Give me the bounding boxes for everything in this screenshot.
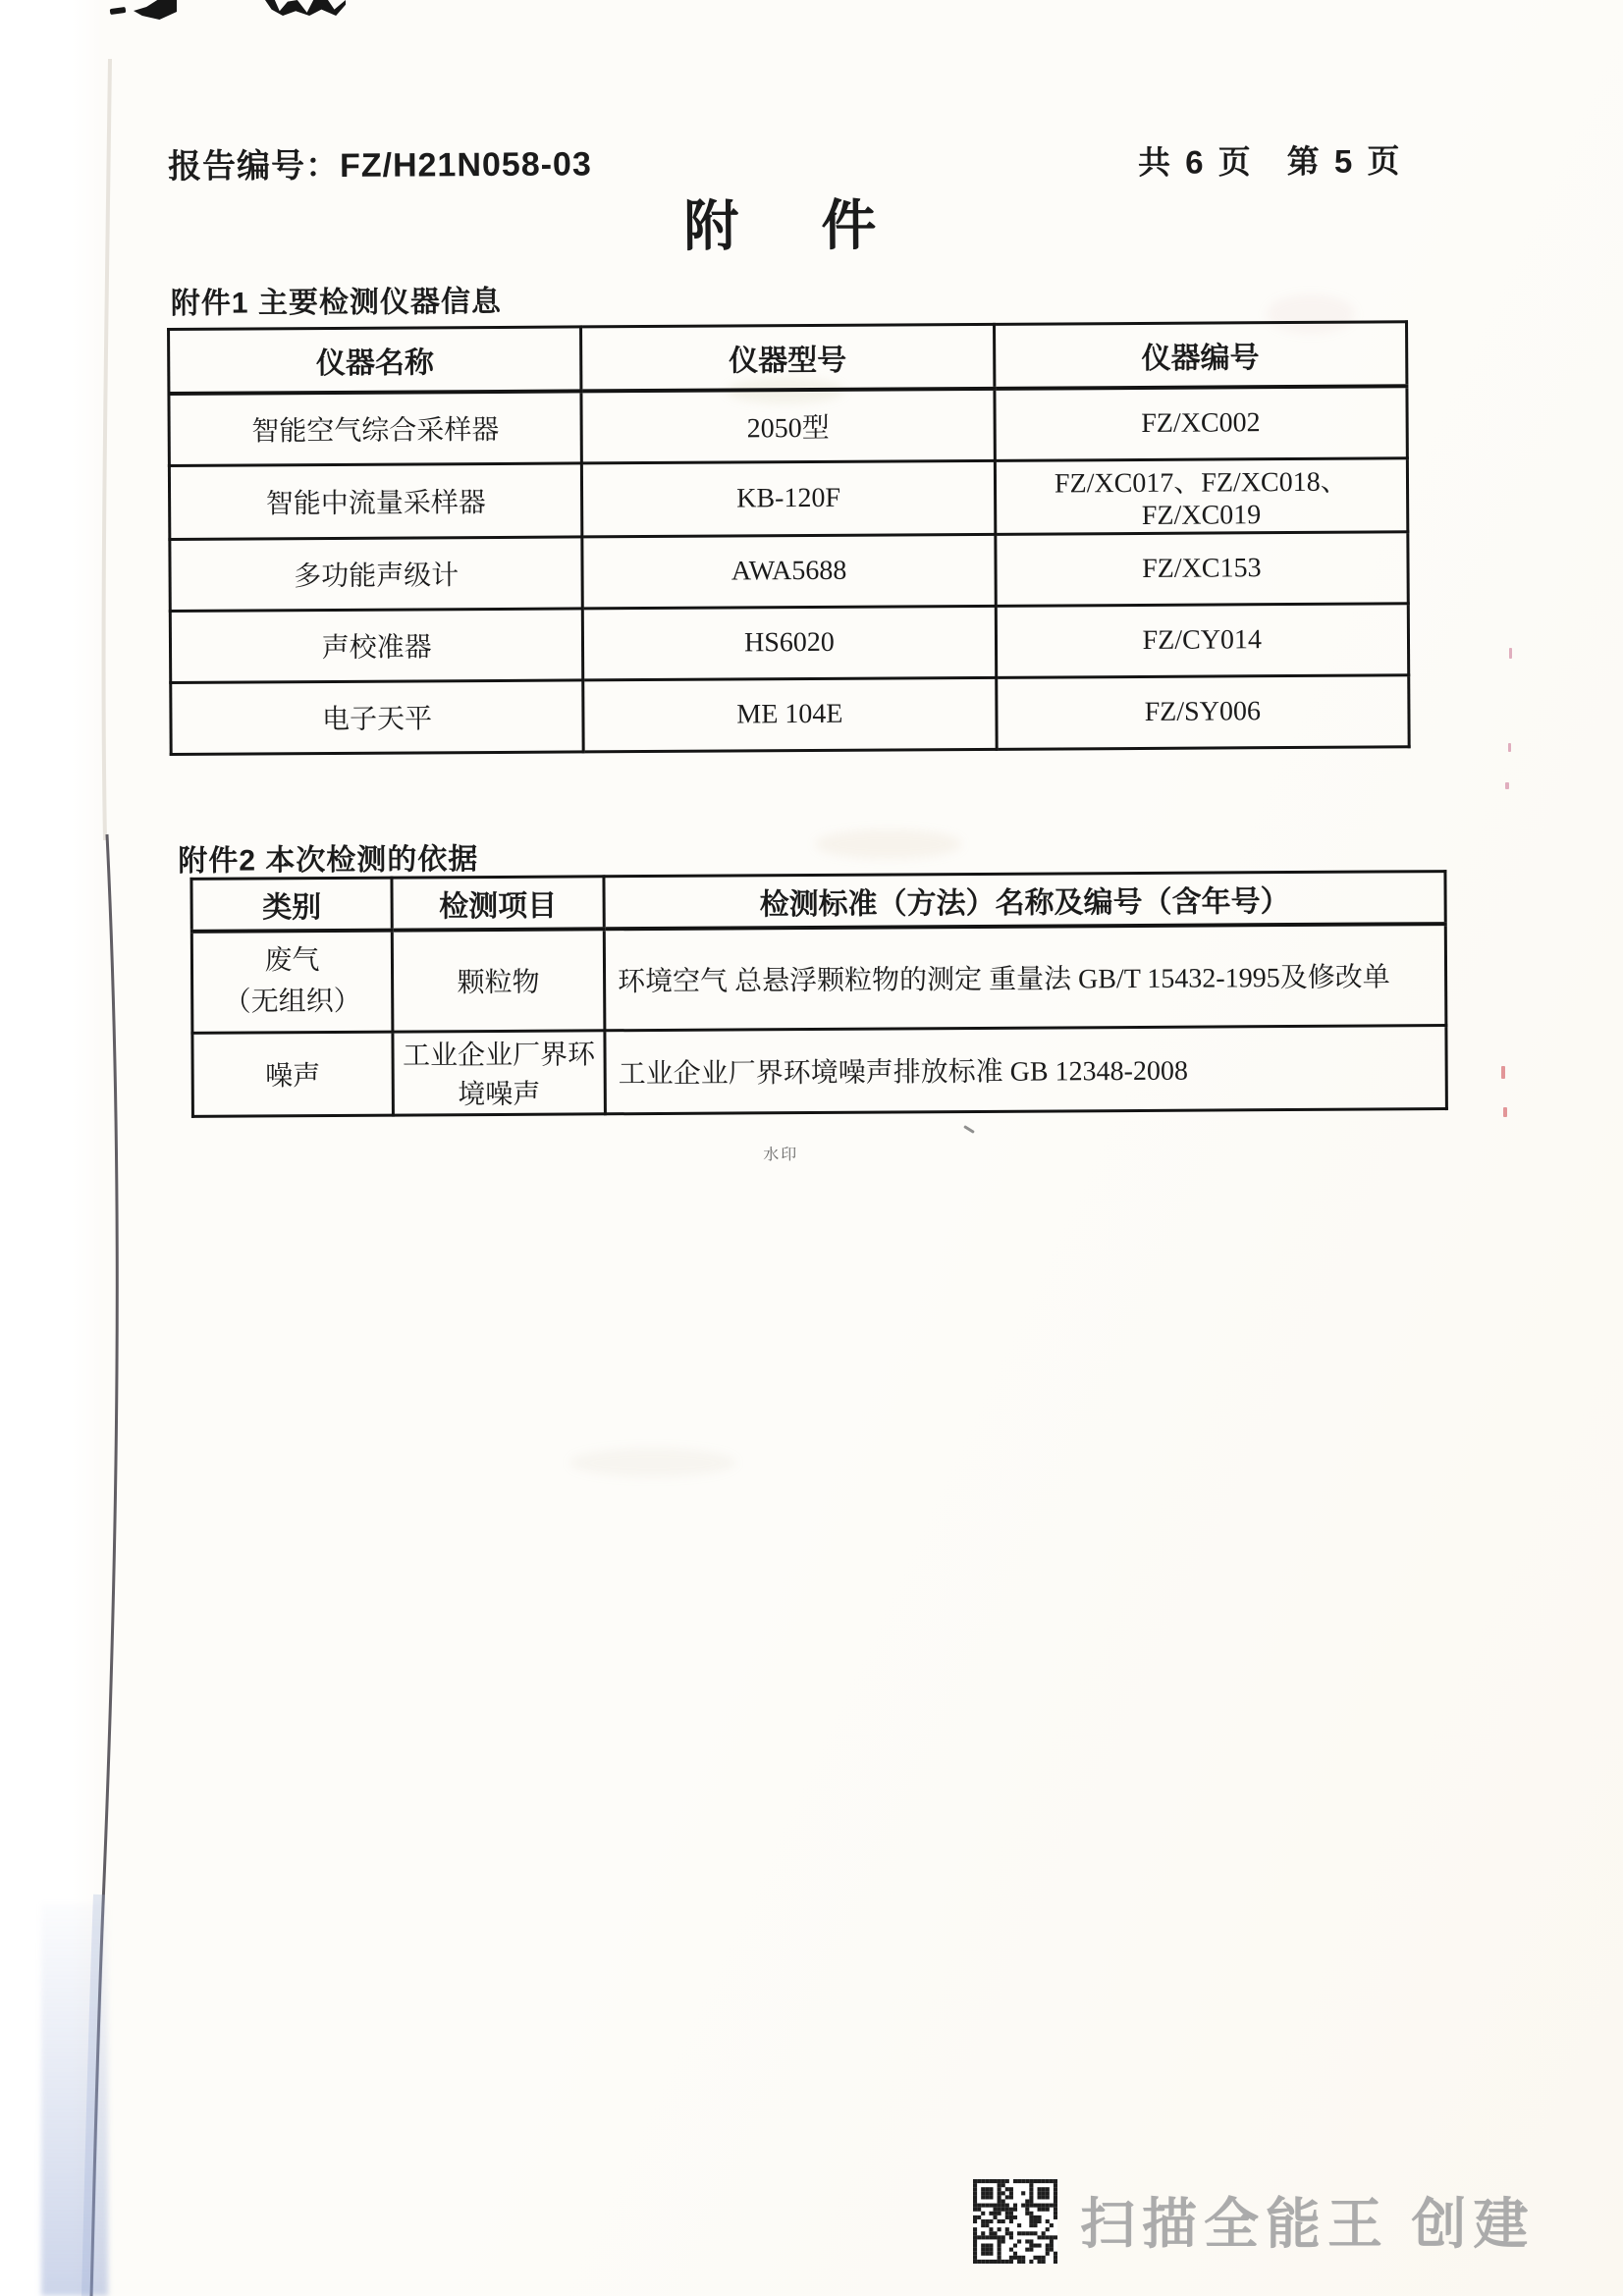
table-row	[169, 386, 1407, 465]
total-pages-label: 共 6 页	[1137, 143, 1254, 181]
column-header-instrument-model: 仪器型号	[581, 324, 995, 391]
column-header-instrument-number: 仪器编号	[994, 322, 1407, 389]
cell-instrument-number: FZ/XC002	[995, 386, 1408, 460]
current-page-label: 第 5 页	[1286, 142, 1403, 181]
attachment1-heading: 附件1 主要检测仪器信息	[170, 285, 503, 320]
cell-category: 废气 （无组织）	[191, 931, 393, 1034]
table-header-row	[169, 322, 1407, 394]
table-row	[191, 924, 1446, 1033]
column-header-instrument-name: 仪器名称	[169, 327, 582, 394]
report-number: 报告编号：FZ/H21N058-03	[167, 145, 592, 187]
column-header-standard: 检测标准（方法）名称及编号（含年号）	[604, 872, 1445, 930]
cell-instrument-model: 2050型	[581, 389, 995, 463]
cell-instrument-number: FZ/XC017、FZ/XC018、FZ/XC019	[995, 458, 1408, 535]
instrument-table	[167, 320, 1411, 756]
cell-instrument-number: FZ/XC153	[995, 532, 1408, 607]
cell-test-item: 颗粒物	[392, 929, 605, 1032]
table-row	[169, 458, 1407, 540]
cell-instrument-name: 电子天平	[171, 680, 584, 755]
cell-instrument-number: FZ/CY014	[996, 604, 1409, 678]
basis-table	[189, 870, 1447, 1118]
cell-instrument-model: KB-120F	[582, 460, 996, 537]
qr-code-icon	[973, 2179, 1057, 2264]
table-row	[170, 604, 1408, 683]
page-title: 附 件	[683, 193, 891, 257]
cell-standard: 环境空气 总悬浮颗粒物的测定 重量法 GB/T 15432-1995及修改单	[604, 924, 1446, 1031]
page-indicator	[1138, 135, 1403, 184]
watermark-label: 水印	[763, 1147, 799, 1164]
attachment2-heading: 附件2 本次检测的依据	[178, 843, 479, 878]
cell-category: 噪声	[192, 1032, 394, 1116]
cell-instrument-model: HS6020	[583, 606, 997, 680]
cell-instrument-model: ME 104E	[583, 677, 997, 752]
column-header-category: 类别	[191, 878, 392, 932]
column-header-test-item: 检测项目	[392, 877, 604, 931]
table-row	[192, 1026, 1446, 1117]
cell-instrument-name: 多功能声级计	[170, 537, 583, 612]
cell-instrument-name: 声校准器	[170, 609, 583, 683]
cell-test-item: 工业企业厂界环境噪声	[393, 1031, 606, 1115]
table-header-row	[191, 872, 1445, 932]
table-row	[171, 675, 1409, 755]
table-row	[170, 532, 1408, 612]
cell-standard: 工业企业厂界环境噪声排放标准 GB 12348-2008	[605, 1026, 1447, 1114]
cell-instrument-name: 智能中流量采样器	[169, 463, 582, 540]
scanner-app-label: 扫描全能王 创建	[1080, 2193, 1536, 2255]
cell-instrument-number: FZ/SY006	[996, 675, 1409, 750]
cell-instrument-name: 智能空气综合采样器	[169, 391, 582, 465]
cell-instrument-model: AWA5688	[582, 534, 996, 609]
